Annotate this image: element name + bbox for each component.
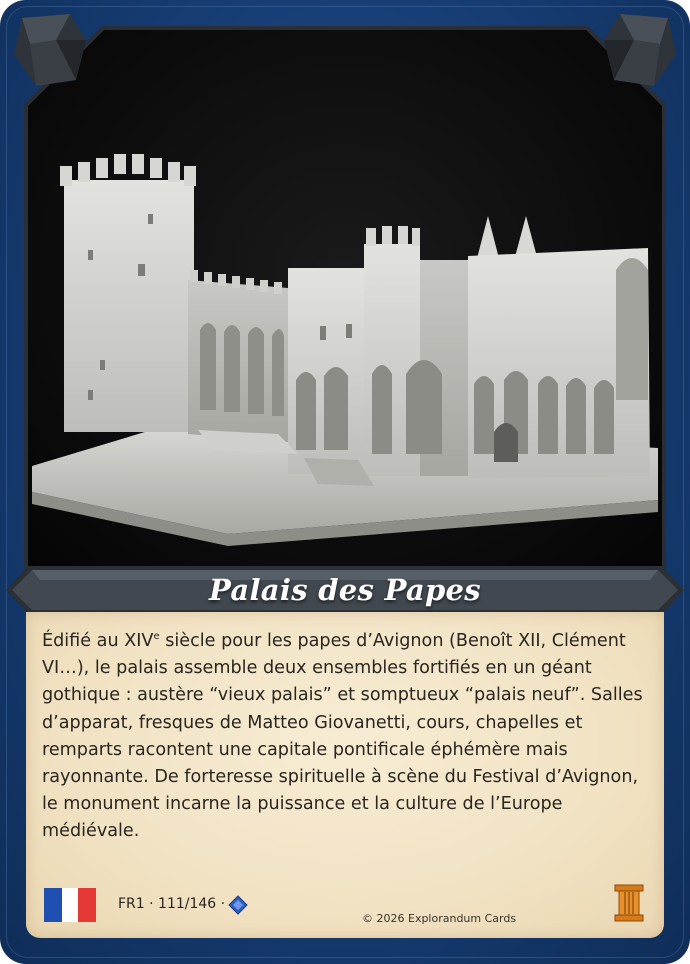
pillar-icon	[614, 884, 644, 922]
palace-illustration	[28, 30, 662, 570]
description-text: Édifié au XIV	[42, 631, 154, 651]
france-flag-icon	[44, 888, 96, 922]
rarity-diamond-icon	[228, 895, 248, 915]
copyright-text: © 2026 Explorandum Cards	[362, 912, 517, 925]
corner-gem-icon	[600, 10, 680, 90]
art-frame	[24, 26, 666, 572]
century-superscript: e	[153, 631, 160, 643]
description-panel	[26, 612, 664, 938]
description-text-cont: siècle pour les papes d’Avignon (Benoît XII, Clément VI…), le palais assemble deux ensembles fortifiés en un géant gothique : austère “vieux palais” et somptueux “palais neuf”. Salles d’apparat, fresques de Matteo Giovanetti, cours, chapelles et remparts racontent une capitale pontificale éphémère mais rayonnante. De forteresse spirituelle à scène du Festival d’Avignon, le monument incarne la puissance et la culture de l’Europe médiévale.	[42, 631, 643, 842]
corner-gem-icon	[10, 10, 90, 90]
card-title: Palais des Papes	[209, 573, 481, 607]
set-number: FR1 · 111/146 ·	[118, 896, 226, 912]
card-artwork	[28, 30, 662, 570]
card-description	[42, 628, 652, 846]
